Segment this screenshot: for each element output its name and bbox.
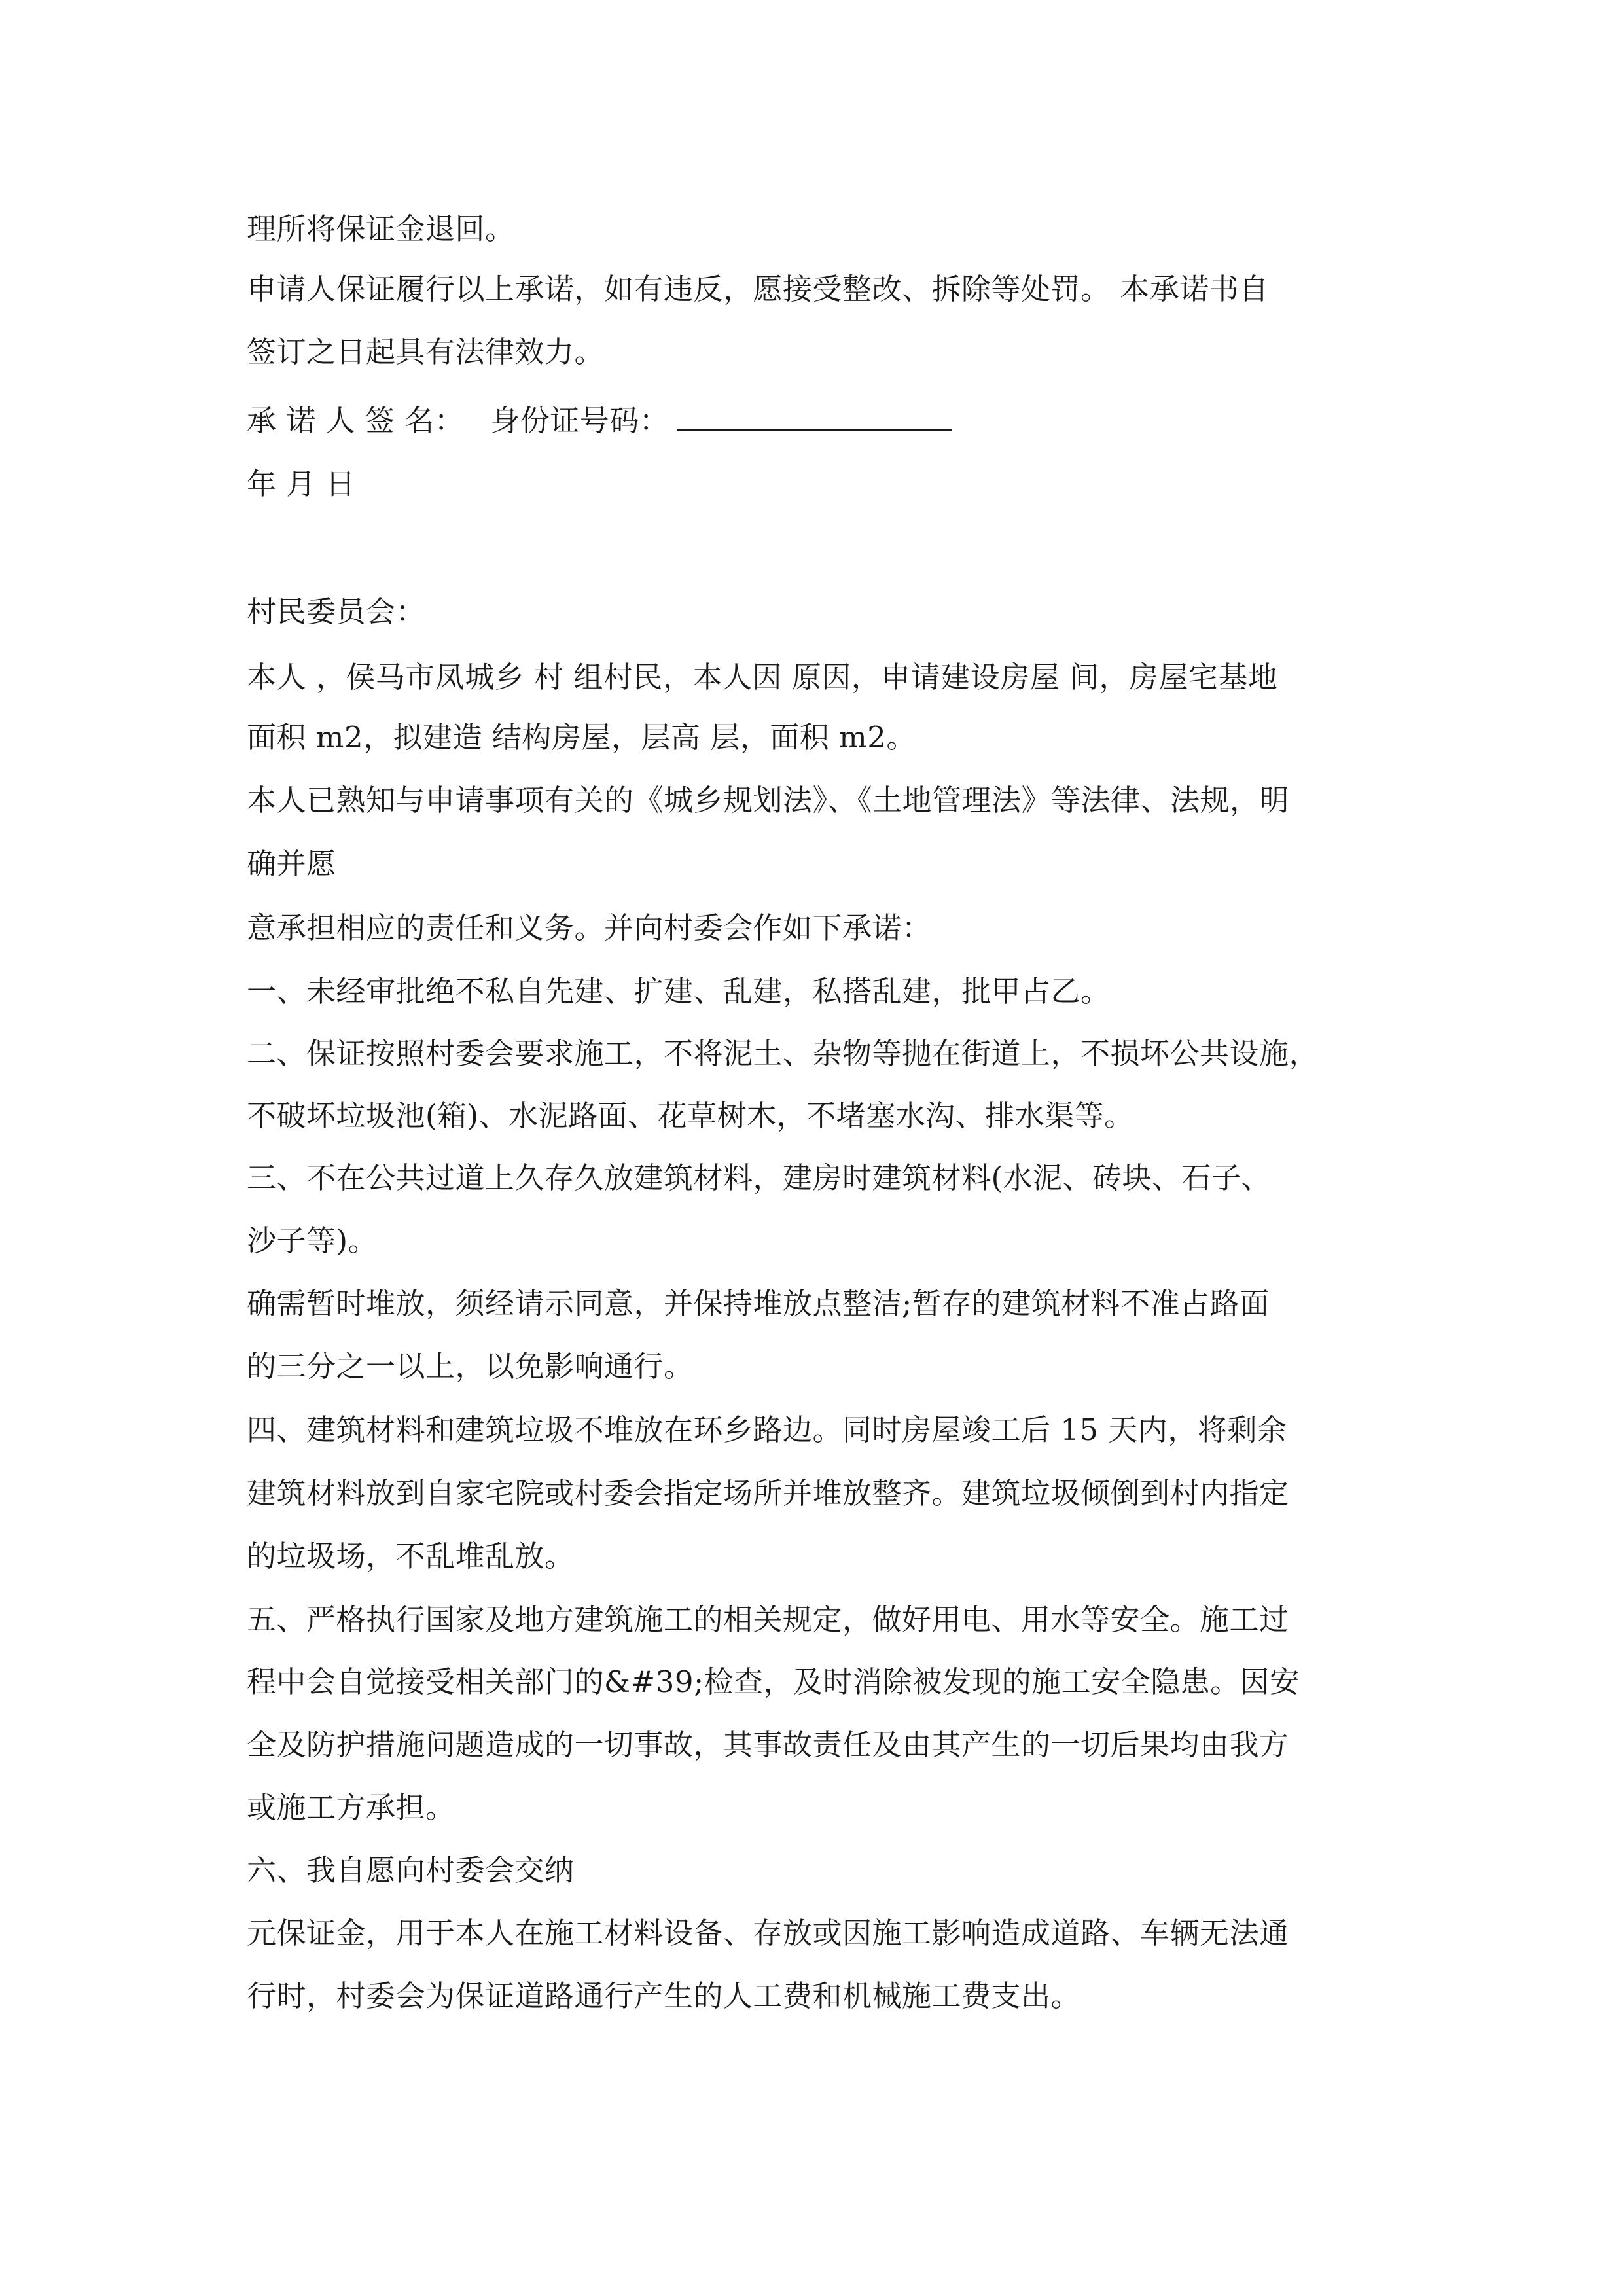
text-line: 签订之日起具有法律效力。 — [247, 334, 605, 369]
text-line: 建筑材料放到自家宅院或村委会指定场所并堆放整齐。建筑垃圾倾倒到村内指定 — [247, 1476, 1289, 1511]
text-line: 行时，村委会为保证道路通行产生的人工费和机械施工费支出。 — [247, 1979, 1081, 2013]
text-line: 本人已熟知与申请事项有关的《城乡规划法》、《土地管理法》等法律、法规，明 — [247, 783, 1290, 817]
signature-label: 承 诺 人 签 名： — [247, 403, 465, 438]
signature-row — [247, 401, 952, 440]
text-line: 确并愿 — [247, 846, 336, 881]
text-line: 申请人保证履行以上承诺，如有违反，愿接受整改、拆除等处罚。 本承诺书自 — [247, 272, 1269, 306]
text-line: 六、我自愿向村委会交纳 — [247, 1853, 575, 1888]
text-line: 程中会自觉接受相关部门的&#39;检查，及时消除被发现的施工安全隐患。因安 — [247, 1664, 1300, 1699]
text-line: 的垃圾场，不乱堆乱放。 — [247, 1539, 575, 1573]
text-line: 面积 m2，拟建造 结构房屋，层高 层，面积 m2。 — [247, 720, 916, 755]
text-line: 二、保证按照村委会要求施工，不将泥土、杂物等抛在街道上，不损坏公共设施， — [247, 1036, 1319, 1071]
date-line: 年 月 日 — [247, 467, 356, 501]
text-line: 五、严格执行国家及地方建筑施工的相关规定，做好用电、用水等安全。施工过 — [247, 1602, 1289, 1637]
text-line: 或施工方承担。 — [247, 1790, 455, 1825]
text-line: 沙子等)。 — [247, 1223, 378, 1258]
text-line: 四、建筑材料和建筑垃圾不堆放在环乡路边。同时房屋竣工后 15 天内，将剩余 — [247, 1412, 1287, 1447]
text-line: 全及防护措施问题造成的一切事故，其事故责任及由其产生的一切后果均由我方 — [247, 1727, 1289, 1762]
text-line: 意承担相应的责任和义务。并向村委会作如下承诺： — [247, 910, 932, 945]
id-number-label: 身份证号码： — [490, 403, 669, 438]
text-line: 确需暂时堆放，须经请示同意，并保持堆放点整洁;暂存的建筑材料不准占路面 — [247, 1286, 1270, 1321]
text-line: 三、不在公共过道上久存久放建筑材料，建房时建筑材料(水泥、砖块、石子、 — [247, 1160, 1272, 1195]
text-line: 理所将保证金退回。 — [247, 211, 515, 246]
text-line: 不破坏垃圾池(箱)、水泥路面、花草树木，不堵塞水沟、排水渠等。 — [247, 1098, 1134, 1133]
text-line: 的三分之一以上，以免影响通行。 — [247, 1349, 694, 1384]
text-line: 元保证金，用于本人在施工材料设备、存放或因施工影响造成道路、车辆无法通 — [247, 1916, 1289, 1950]
text-line: 一、未经审批绝不私自先建、扩建、乱建，私搭乱建，批甲占乙。 — [247, 974, 1111, 1009]
text-line: 本人 ，侯马市凤城乡 村 组村民，本人因 原因，申请建设房屋 间，房屋宅基地 — [247, 660, 1278, 694]
addressee: 村民委员会： — [247, 594, 426, 629]
id-number-blank — [677, 401, 952, 431]
